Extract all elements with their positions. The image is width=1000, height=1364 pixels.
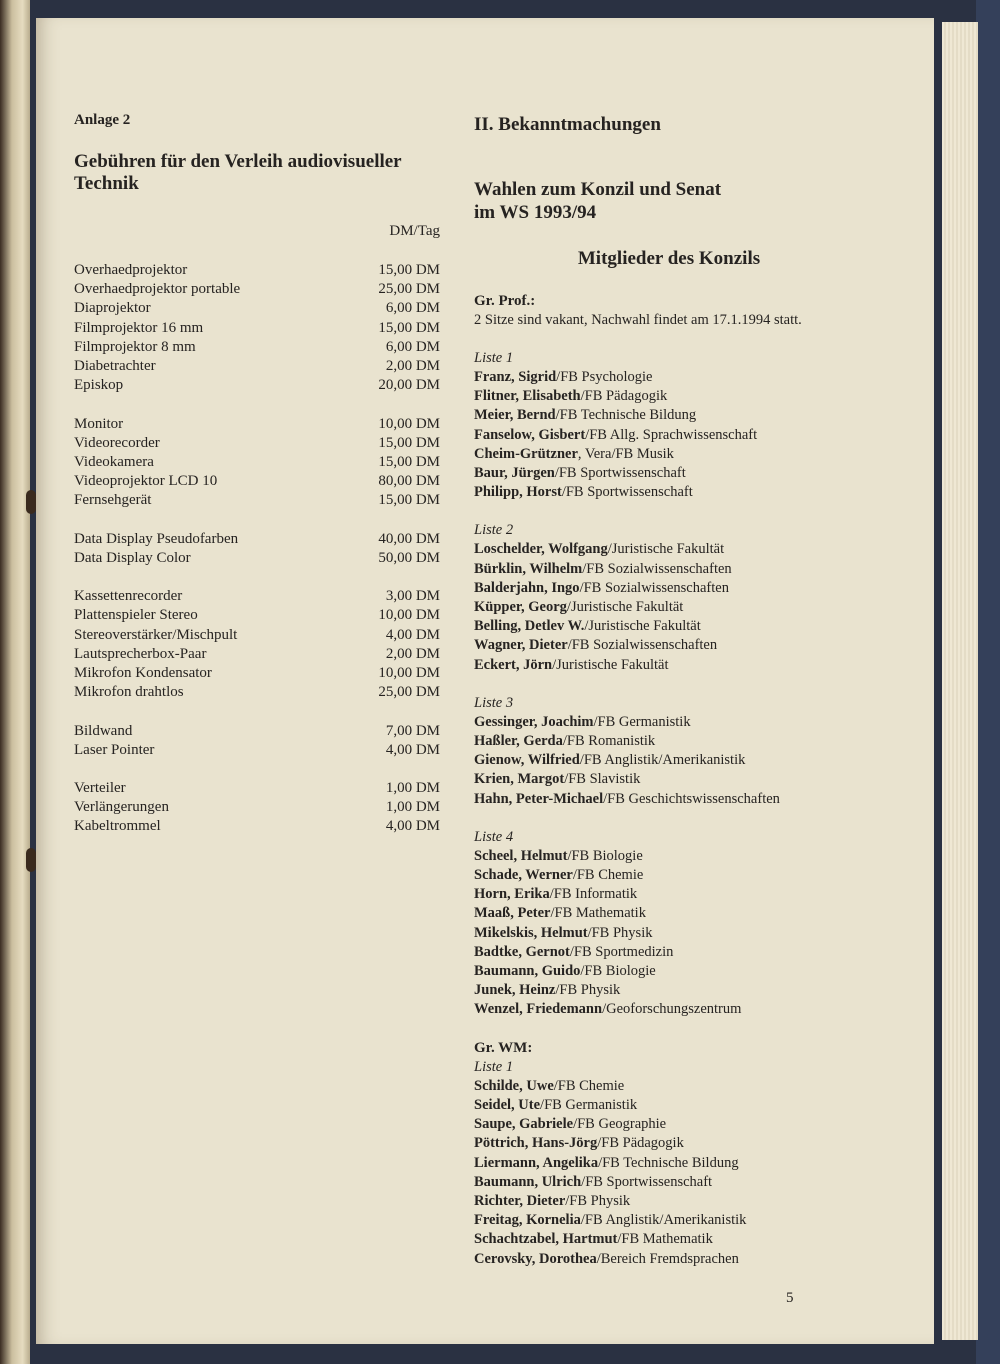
member-name: Schilde, Uwe [474, 1077, 554, 1094]
fee-price: 80,00 DM [378, 473, 440, 490]
fee-item: Kassettenrecorder [74, 588, 183, 605]
fee-row [74, 722, 440, 741]
member-entry [474, 1230, 864, 1249]
member-department: /FB Romanistik [562, 733, 656, 750]
fee-item: Laser Pointer [74, 741, 155, 758]
member-entry [474, 406, 864, 425]
fee-row [74, 415, 440, 434]
fee-group [74, 722, 440, 760]
member-entry [474, 866, 864, 885]
member-name: Haßler, Gerda [474, 733, 563, 750]
member-name: Liermann, Angelika [474, 1154, 599, 1171]
fee-price: 4,00 DM [385, 741, 440, 758]
fee-row [74, 319, 440, 338]
member-department: /Juristische Fakultät [552, 656, 669, 673]
fee-item: Data Display Color [74, 549, 191, 566]
prof-group-label: Gr. Prof.: [474, 293, 536, 309]
unit-header: DM/Tag [389, 223, 440, 239]
fee-price: 15,00 DM [378, 262, 440, 278]
fee-price: 15,00 DM [378, 319, 440, 336]
member-entry [474, 904, 864, 923]
member-entry [474, 368, 864, 387]
member-department: /FB Pädagogik [580, 388, 668, 405]
fee-group [74, 261, 440, 395]
fee-item: Filmprojektor 8 mm [74, 338, 196, 355]
fee-price: 40,00 DM [378, 530, 440, 547]
member-department: /FB Sportwissenschaft [554, 465, 686, 482]
fee-row [74, 280, 440, 299]
member-department: /FB Technische Bildung [598, 1154, 739, 1171]
member-entry [474, 1211, 864, 1230]
member-entry [474, 1000, 864, 1019]
prof-lists [474, 330, 864, 1020]
member-name: Saupe, Gabriele [474, 1116, 574, 1133]
member-entry [474, 943, 864, 962]
fee-row [74, 530, 440, 549]
binding-ring [26, 490, 36, 514]
fee-price: 1,00 DM [385, 799, 440, 816]
member-entry [474, 617, 864, 636]
fee-item: Episkop [74, 377, 124, 394]
member-entry [474, 598, 864, 617]
section-title: II. Bekanntmachungen [474, 114, 661, 135]
member-name: Cerovsky, Dorothea [474, 1250, 597, 1267]
fee-item: Kabeltrommel [74, 818, 161, 835]
member-name: Junek, Heinz [474, 982, 556, 999]
member-department: /FB Chemie [553, 1077, 625, 1094]
candidate-list [474, 349, 864, 502]
fee-row [74, 741, 440, 760]
member-entry [474, 885, 864, 904]
member-department: /FB Sozialwissenschaften [582, 560, 732, 577]
fee-row [74, 817, 440, 836]
candidate-list [474, 521, 864, 674]
fee-item: Lautsprecherbox-Paar [74, 645, 207, 662]
candidate-list [474, 828, 864, 1020]
fee-price: 4,00 DM [385, 626, 440, 643]
member-entry [474, 847, 864, 866]
fee-column [74, 112, 440, 856]
prof-note: 2 Sitze sind vakant, Nachwahl findet am 17.1.1994 statt. [474, 312, 802, 328]
fee-item: Verlängerungen [74, 799, 169, 816]
member-name: Krien, Margot [474, 771, 565, 788]
member-entry [474, 445, 864, 464]
candidate-list [474, 694, 864, 809]
members-title: Mitglieder des Konzils [577, 248, 761, 269]
member-entry [474, 1154, 864, 1173]
fee-row [74, 626, 440, 645]
member-entry [474, 426, 864, 445]
fee-row [74, 453, 440, 472]
fee-price: 7,00 DM [385, 722, 440, 739]
member-department: /FB Allg. Sprachwissenschaft [585, 426, 758, 443]
member-department: /Geoforschungszentrum [602, 1001, 742, 1018]
fee-group [74, 415, 440, 511]
member-entry [474, 483, 864, 502]
fee-row [74, 549, 440, 568]
member-entry [474, 790, 864, 809]
member-department: /Bereich Fremdsprachen [596, 1250, 739, 1267]
member-name: Flitner, Elisabeth [474, 388, 581, 405]
member-department: /FB Sportwissenschaft [561, 484, 693, 501]
member-entry [474, 1077, 864, 1096]
fee-price: 10,00 DM [378, 664, 440, 681]
fee-item: Overhaedprojektor [74, 262, 188, 278]
member-department: /FB Anglistik/Amerikanistik [580, 1212, 747, 1229]
fee-price: 15,00 DM [378, 492, 440, 509]
member-name: Cheim-Grützner [474, 445, 578, 462]
member-department: /FB Anglistik/Amerikanistik [579, 752, 746, 769]
member-entry [474, 1115, 864, 1134]
fee-price: 10,00 DM [378, 415, 440, 432]
fee-table [74, 261, 440, 837]
member-name: Loschelder, Wolfgang [474, 541, 608, 558]
member-entry [474, 464, 864, 483]
fee-group [74, 779, 440, 837]
member-department: /FB Geschichtswissenschaften [603, 790, 780, 807]
fee-item: Verteiler [74, 780, 126, 797]
fee-group [74, 530, 440, 568]
member-name: Maaß, Peter [474, 905, 551, 922]
member-entry [474, 387, 864, 406]
member-entry [474, 1250, 864, 1269]
fee-item: Bildwand [74, 722, 133, 739]
member-name: Baumann, Ulrich [474, 1173, 582, 1190]
member-entry [474, 962, 864, 981]
member-name: Mikelskis, Helmut [474, 924, 588, 941]
fee-item: Filmprojektor 16 mm [74, 319, 204, 336]
page-number: 5 [786, 1290, 794, 1306]
fee-item: Videorecorder [74, 434, 160, 451]
member-department: /FB Mathematik [550, 905, 646, 922]
fee-row [74, 261, 440, 280]
member-name: Schade, Werner [474, 867, 573, 884]
member-department: /FB Psychologie [556, 369, 653, 385]
member-entry [474, 1134, 864, 1153]
member-department: /FB Germanistik [540, 1096, 638, 1113]
fee-item: Videokamera [74, 453, 154, 470]
member-department: /Juristische Fakultät [607, 541, 725, 558]
fee-price: 10,00 DM [378, 607, 440, 624]
fee-price: 15,00 DM [378, 453, 440, 470]
fee-row [74, 376, 440, 395]
member-department: /FB Physik [565, 1192, 631, 1209]
member-department: /FB Informatik [549, 886, 638, 903]
member-department: /Juristische Fakultät [566, 599, 684, 616]
fee-row [74, 357, 440, 376]
fee-row [74, 587, 440, 606]
member-name: Wenzel, Friedemann [474, 1001, 603, 1018]
list-label: Liste 1 [474, 1058, 514, 1075]
member-entry [474, 636, 864, 655]
member-name: Gienow, Wilfried [474, 752, 580, 769]
member-department: /FB Chemie [572, 867, 644, 884]
fee-group [74, 587, 440, 702]
fee-row [74, 338, 440, 357]
member-department: /FB Physik [555, 982, 621, 999]
member-entry [474, 732, 864, 751]
fee-item: Mikrofon drahtlos [74, 684, 184, 701]
member-department: /FB Sportwissenschaft [581, 1173, 713, 1190]
fee-price: 1,00 DM [385, 780, 440, 797]
fee-price: 50,00 DM [378, 549, 440, 566]
member-entry [474, 924, 864, 943]
list-label: Liste 2 [474, 522, 514, 539]
binding-ring [26, 848, 36, 872]
member-name: Gessinger, Joachim [474, 713, 594, 730]
fee-price: 25,00 DM [378, 281, 440, 298]
member-department: /FB Slavistik [564, 771, 641, 788]
fee-item: Mikrofon Kondensator [74, 664, 212, 681]
member-name: Scheel, Helmut [474, 847, 568, 864]
wm-group-label: Gr. WM: [474, 1039, 533, 1056]
member-name: Eckert, Jörn [474, 656, 553, 673]
election-title-line2: im WS 1993/94 [474, 202, 597, 223]
member-name: Bürklin, Wilhelm [474, 560, 583, 577]
wm-list [474, 1058, 864, 1269]
member-department: , Vera/FB Musik [577, 445, 674, 462]
member-name: Philipp, Horst [474, 484, 562, 501]
member-entry [474, 770, 864, 789]
election-title [474, 178, 864, 224]
member-entry [474, 1192, 864, 1211]
member-entry [474, 1096, 864, 1115]
fee-row [74, 606, 440, 625]
fee-table-title: Gebühren für den Verleih audiovisueller Technik [74, 151, 402, 194]
fee-row [74, 434, 440, 453]
fee-price: 3,00 DM [385, 588, 440, 605]
election-title-line1: Wahlen zum Konzil und Senat [474, 179, 722, 200]
member-name: Baumann, Guido [474, 963, 581, 980]
fee-row [74, 683, 440, 702]
fee-item: Fernsehgerät [74, 492, 152, 509]
fee-price: 4,00 DM [385, 818, 440, 835]
fee-item: Overhaedprojektor portable [74, 281, 241, 298]
binding-spine [0, 0, 30, 1364]
announcements-column [474, 112, 864, 1269]
member-entry [474, 579, 864, 598]
fee-item: Diabetrachter [74, 357, 156, 374]
member-department: /FB Sportmedizin [569, 943, 674, 960]
fee-price: 25,00 DM [378, 684, 440, 701]
member-name: Badtke, Gernot [474, 943, 570, 960]
member-name: Franz, Sigrid [474, 369, 557, 385]
member-name: Baur, Jürgen [474, 465, 555, 482]
list-label: Liste 4 [474, 828, 514, 845]
member-name: Schachtzabel, Hartmut [474, 1231, 618, 1248]
fee-item: Diaprojektor [74, 300, 151, 317]
fee-row [74, 779, 440, 798]
member-department: /Juristische Fakultät [584, 618, 701, 635]
member-name: Meier, Bernd [474, 407, 556, 424]
fee-price: 2,00 DM [385, 645, 440, 662]
fee-price: 6,00 DM [385, 300, 440, 317]
member-name: Belling, Detlev W. [474, 618, 585, 635]
fee-row [74, 645, 440, 664]
fee-row [74, 299, 440, 318]
member-department: /FB Biologie [567, 847, 643, 864]
fee-row [74, 491, 440, 510]
member-department: /FB Mathematik [617, 1231, 713, 1248]
member-entry [474, 981, 864, 1000]
member-entry [474, 540, 864, 559]
fee-row [74, 798, 440, 817]
member-department: /FB Sozialwissenschaften [567, 637, 718, 654]
fee-price: 15,00 DM [378, 434, 440, 451]
fee-price: 2,00 DM [385, 357, 440, 374]
fee-price: 6,00 DM [385, 338, 440, 355]
fee-row [74, 664, 440, 683]
fee-item: Videoprojektor LCD 10 [74, 473, 218, 490]
fee-price: 20,00 DM [378, 377, 440, 394]
member-entry [474, 1173, 864, 1192]
fee-item: Data Display Pseudofarben [74, 530, 239, 547]
fee-item: Plattenspieler Stereo [74, 607, 198, 624]
member-department: /FB Physik [587, 924, 653, 941]
cover-edge [976, 0, 1000, 1364]
member-department: /FB Pädagogik [597, 1135, 684, 1152]
member-entry [474, 713, 864, 732]
member-name: Richter, Dieter [474, 1192, 566, 1209]
member-department: /FB Biologie [580, 963, 656, 980]
member-name: Hahn, Peter-Michael [474, 790, 604, 807]
member-name: Wagner, Dieter [474, 637, 568, 654]
member-entry [474, 751, 864, 770]
member-entry [474, 656, 864, 675]
member-name: Seidel, Ute [474, 1096, 541, 1113]
member-name: Horn, Erika [474, 886, 550, 903]
member-name: Freitag, Kornelia [474, 1212, 581, 1229]
list-label: Liste 1 [474, 350, 514, 366]
page-edges [942, 22, 978, 1340]
member-name: Balderjahn, Ingo [474, 579, 580, 596]
member-department: /FB Technische Bildung [555, 407, 697, 424]
member-department: /FB Sozialwissenschaften [579, 579, 729, 596]
member-name: Küpper, Georg [474, 599, 567, 616]
member-department: /FB Germanistik [593, 713, 691, 730]
member-name: Pöttrich, Hans-Jörg [474, 1135, 598, 1152]
annex-label: Anlage 2 [74, 112, 131, 128]
member-entry [474, 560, 864, 579]
member-department: /FB Geographie [573, 1116, 667, 1133]
fee-row [74, 472, 440, 491]
list-label: Liste 3 [474, 694, 514, 711]
member-name: Fanselow, Gisbert [474, 426, 586, 443]
fee-item: Stereoverstärker/Mischpult [74, 626, 238, 643]
fee-item: Monitor [74, 415, 124, 432]
